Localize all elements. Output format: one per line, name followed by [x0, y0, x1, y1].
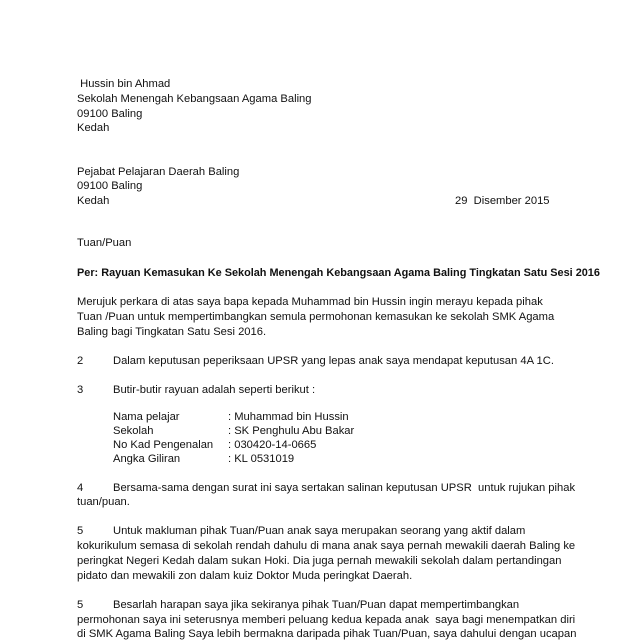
sender-address-line: Sekolah Menengah Kebangsaan Agama Baling [77, 93, 312, 105]
salutation: Tuan/Puan [77, 237, 132, 249]
paragraph-line: Dalam keputusan peperiksaan UPSR yang lepas anak saya mendapat keputusan 4A 1C. [113, 355, 554, 367]
paragraph-line: permohonan saya ini seterusnya memberi peluang kedua kepada anak saya bagi menempatkan diri [77, 614, 576, 626]
intro-line: Merujuk perkara di atas saya bapa kepada Muhammad bin Hussin ingin merayu kepada pihak [77, 296, 543, 308]
recipient-address-line: Pejabat Pelajaran Daerah Baling [77, 166, 240, 178]
paragraph-line: Butir-butir rayuan adalah seperti berikut : [113, 384, 316, 396]
intro-line: Baling bagi Tingkatan Satu Sesi 2016. [77, 326, 267, 338]
detail-value: : Muhammad bin Hussin [228, 411, 349, 423]
paragraph-line: peringkat Negeri Kedah dalam sukan Hoki. Dia juga pernah mewakili sekolah dalam pertandingan [77, 555, 562, 567]
paragraph-number: 4 [77, 482, 84, 494]
detail-label: Sekolah [113, 425, 154, 437]
letter-date: 29 Disember 2015 [455, 195, 550, 207]
paragraph-number: 5 [77, 525, 84, 537]
paragraph-number: 3 [77, 384, 84, 396]
paragraph-line: kokurikulum semasa di sekolah rendah dahulu di mana anak saya pernah mewakili daerah Baling ke [77, 540, 576, 552]
detail-label: Nama pelajar [113, 411, 180, 423]
recipient-address-line: 09100 Baling [77, 180, 143, 192]
sender-address-line: 09100 Baling [77, 108, 143, 120]
paragraph-number: 5 [77, 599, 84, 611]
detail-value: : SK Penghulu Abu Bakar [228, 425, 355, 437]
paragraph-number: 2 [77, 355, 84, 367]
paragraph-line: Untuk makluman pihak Tuan/Puan anak saya merupakan seorang yang aktif dalam [113, 525, 526, 537]
paragraph-line: Besarlah harapan saya jika sekiranya pihak Tuan/Puan dapat mempertimbangkan [113, 599, 520, 611]
detail-value: : 030420-14-0665 [228, 439, 317, 451]
intro-line: Tuan /Puan untuk mempertimbangkan semula permohonan kemasukan ke sekolah SMK Agama [77, 311, 555, 323]
paragraph-line: tuan/puan. [77, 496, 130, 508]
detail-label: Angka Giliran [113, 453, 181, 465]
sender-name: Hussin bin Ahmad [77, 78, 171, 90]
sender-address-line: Kedah [77, 122, 110, 134]
recipient-address-line: Kedah [77, 195, 110, 207]
paragraph-line: pidato dan mewakili zon dalam kuiz Doktor Muda peringkat Daerah. [77, 570, 413, 582]
detail-label: No Kad Pengenalan [113, 439, 214, 451]
paragraph-line: di SMK Agama Baling Saya lebih bermakna daripada pihak Tuan/Puan, saya dahului dengan ucapan [77, 628, 577, 640]
subject-line: Per: Rayuan Kemasukan Ke Sekolah Menengah Kebangsaan Agama Baling Tingkatan Satu Sesi 2016 [77, 267, 600, 279]
paragraph-line: Bersama-sama dengan surat ini saya sertakan salinan keputusan UPSR untuk rujukan pihak [113, 482, 576, 494]
detail-value: : KL 0531019 [228, 453, 295, 465]
